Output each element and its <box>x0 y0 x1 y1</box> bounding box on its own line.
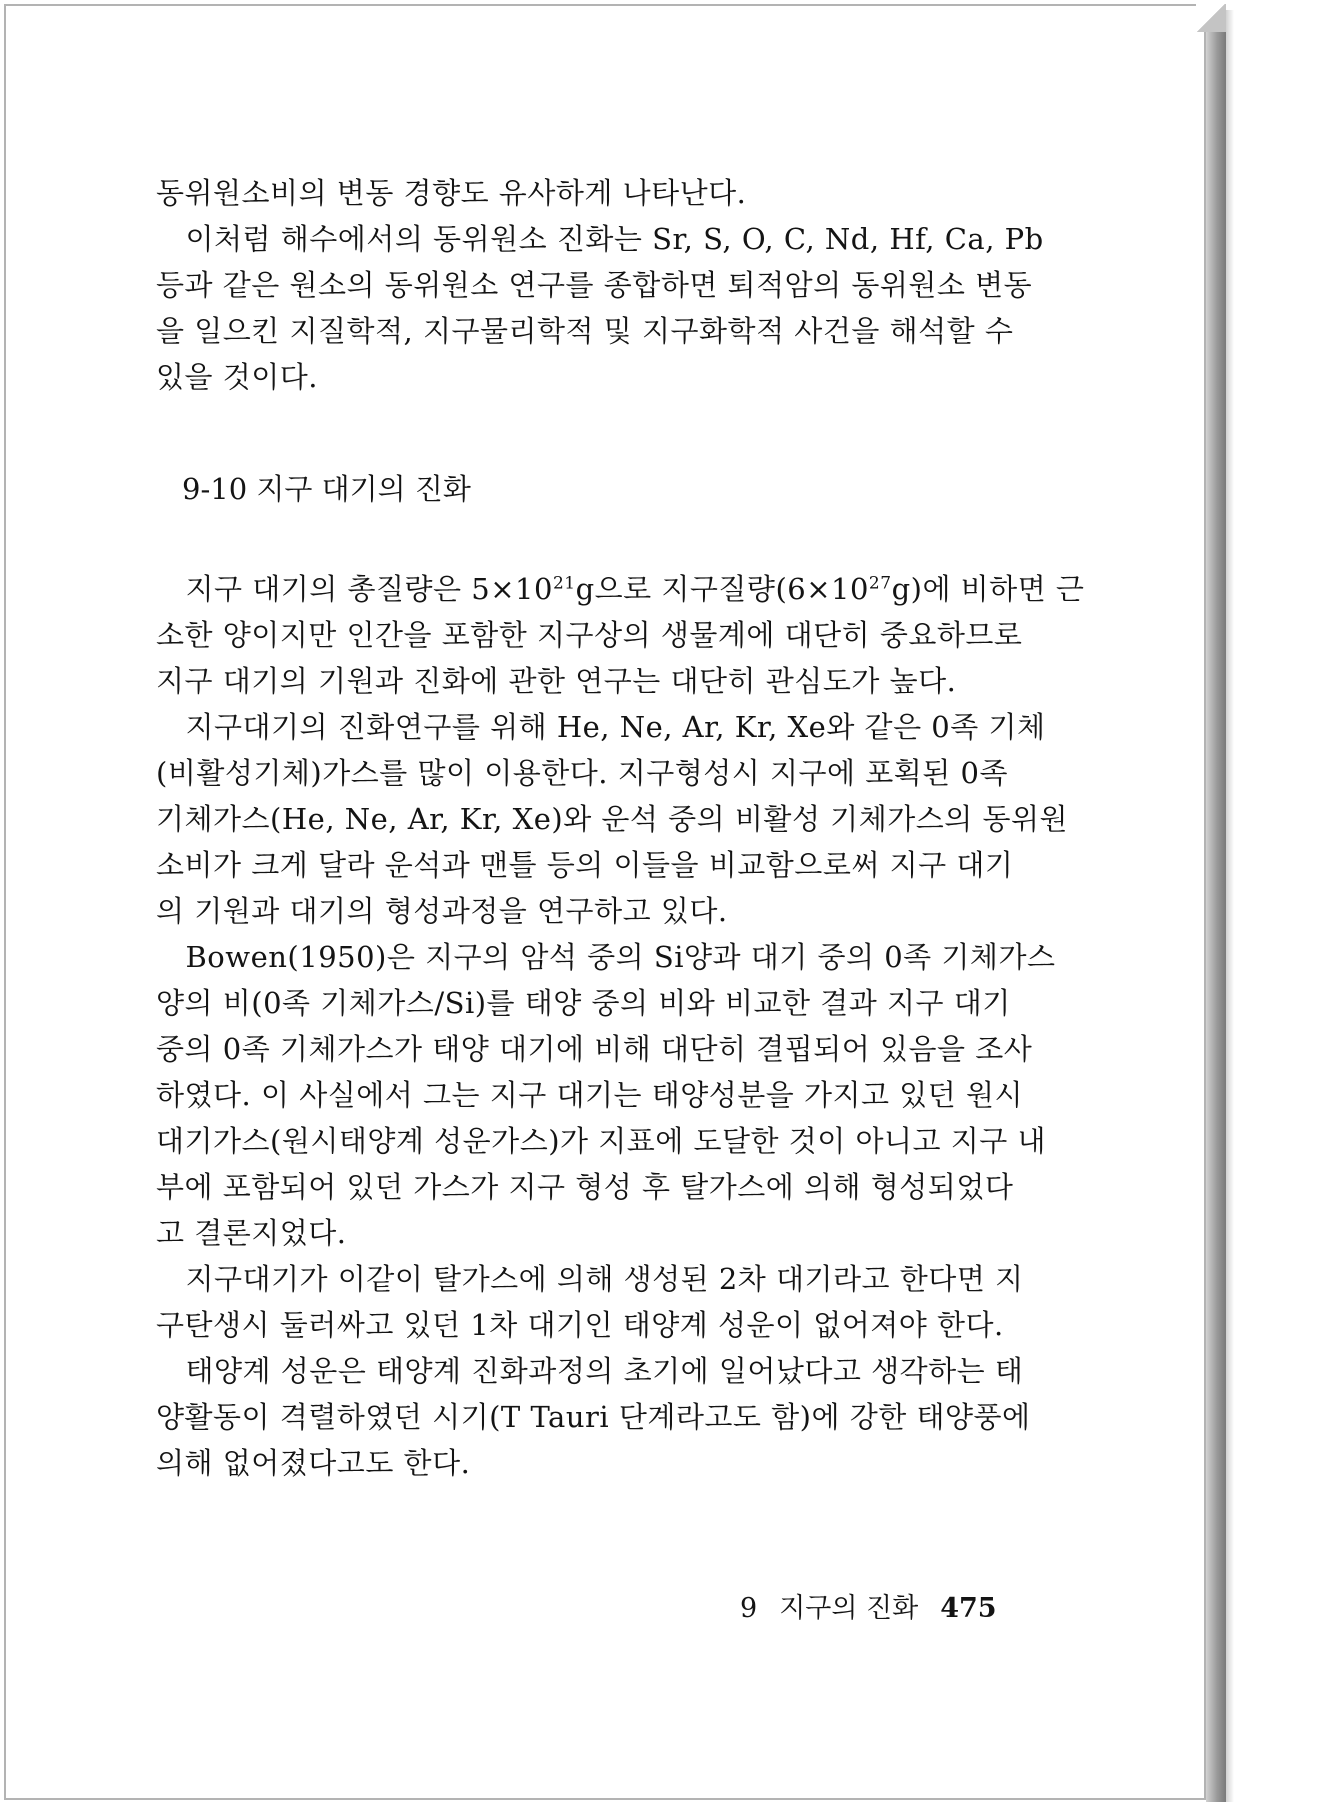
page-shadow <box>1226 10 1234 1802</box>
paragraph-3-line: 지구대기의 진화연구를 위해 He, Ne, Ar, Kr, Xe와 같은 0족 기체 <box>156 710 1046 744</box>
paragraph-2-line: 소한 양이지만 인간을 포함한 지구상의 생물계에 대단히 중요하므로 <box>156 618 1023 652</box>
paragraph-2-text: g)에 비하면 근 <box>891 572 1085 606</box>
paragraph-6-line: 양활동이 격렬하였던 시기(T Tauri 단계라고도 함)에 강한 태양풍에 <box>156 1400 1031 1434</box>
text-block-top <box>156 170 1044 400</box>
paragraph-4-line: 고 결론지었다. <box>156 1216 347 1250</box>
paragraph-4-line: 대기가스(원시태양계 성운가스)가 지표에 도달한 것이 아니고 지구 내 <box>156 1124 1047 1158</box>
paragraph-4-line: 하였다. 이 사실에서 그는 지구 대기는 태양성분을 가지고 있던 원시 <box>156 1078 1024 1112</box>
paragraph-1-line: 이처럼 해수에서의 동위원소 진화는 Sr, S, O, C, Nd, Hf, Ca, Pb <box>156 222 1044 256</box>
paragraph-6-line: 태양계 성운은 태양계 진화과정의 초기에 일어났다고 생각하는 태 <box>156 1354 1024 1388</box>
paragraph-2-text: 지구 대기의 총질량은 5×10 <box>156 572 553 606</box>
paragraph-6-line: 의해 없어졌다고도 한다. <box>156 1446 471 1480</box>
paragraph-1-line: 있을 것이다. <box>156 360 319 394</box>
paragraph-4-line: 양의 비(0족 기체가스/Si)를 태양 중의 비와 비교한 결과 지구 대기 <box>156 986 1011 1020</box>
paragraph-2-line: 지구 대기의 기원과 진화에 관한 연구는 대단히 관심도가 높다. <box>156 664 957 698</box>
paragraph-3-line: (비활성기체)가스를 많이 이용한다. 지구형성시 지구에 포획된 0족 <box>156 756 1008 790</box>
exponent: 21 <box>552 573 576 594</box>
page-edge <box>1206 8 1226 1802</box>
paragraph-1-line: 을 일으킨 지질학적, 지구물리학적 및 지구화학적 사건을 해석할 수 <box>156 314 1014 348</box>
paragraph-intro-line: 동위원소비의 변동 경향도 유사하게 나타난다. <box>156 176 747 210</box>
paragraph-4-line: Bowen(1950)은 지구의 암석 중의 Si양과 대기 중의 0족 기체가스 <box>156 940 1056 974</box>
paragraph-1-line: 등과 같은 원소의 동위원소 연구를 종합하면 퇴적암의 동위원소 변동 <box>156 268 1033 302</box>
chapter-title: 지구의 진화 <box>779 1593 919 1624</box>
chapter-number: 9 <box>740 1593 758 1624</box>
paragraph-3-line: 의 기원과 대기의 형성과정을 연구하고 있다. <box>156 894 728 928</box>
section-heading: 9-10 지구 대기의 진화 <box>182 472 471 506</box>
paragraph-4-line: 중의 0족 기체가스가 태양 대기에 비해 대단히 결핍되어 있음을 조사 <box>156 1032 1033 1066</box>
paragraph-3-line: 소비가 크게 달라 운석과 맨틀 등의 이들을 비교함으로써 지구 대기 <box>156 848 1014 882</box>
paragraph-3-line: 기체가스(He, Ne, Ar, Kr, Xe)와 운석 중의 비활성 기체가스의 동위원 <box>156 802 1069 836</box>
paragraph-2-text: g으로 지구질량(6×10 <box>575 572 869 606</box>
paragraph-5-line: 지구대기가 이같이 탈가스에 의해 생성된 2차 대기라고 한다면 지 <box>156 1262 1024 1296</box>
paragraph-5-line: 구탄생시 둘러싸고 있던 1차 대기인 태양계 성운이 없어져야 한다. <box>156 1308 1004 1342</box>
paragraph-4-line: 부에 포함되어 있던 가스가 지구 형성 후 탈가스에 의해 형성되었다 <box>156 1170 1014 1204</box>
text-block-body <box>156 566 1085 1486</box>
paragraph-2-line <box>156 566 1085 612</box>
page-number: 475 <box>940 1593 997 1624</box>
page-corner-fold <box>1196 4 1226 32</box>
page-footer <box>740 1586 997 1625</box>
exponent: 27 <box>868 573 892 594</box>
